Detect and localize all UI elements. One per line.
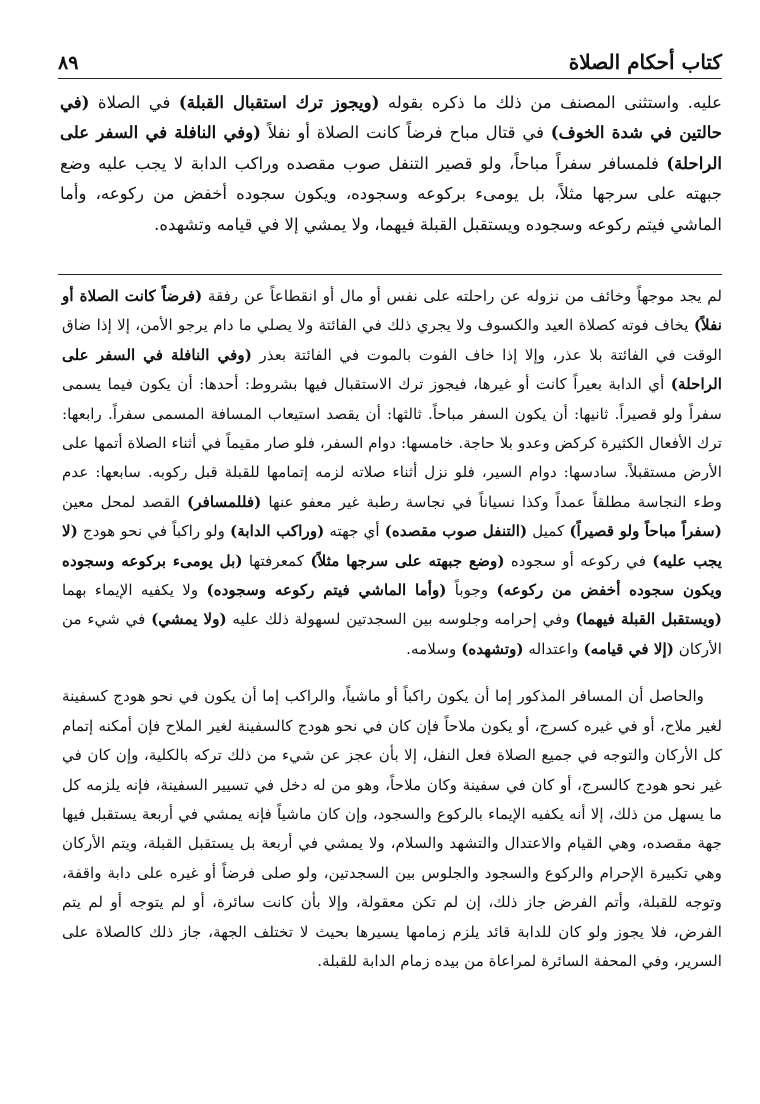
running-title: كتاب أحكام الصلاة: [568, 50, 722, 74]
commentary-paragraph-2: والحاصل أن المسافر المذكور إما أن يكون راكباً أو ماشياً، والراكب إما أن يكون في نحو هودج كسفينة لغير ملاح، أو في غيره كسرج، أو يكون ملاحاً فإن كان في نحو هودج كالسفينة لغير الملاح فإن أمكنه إتمام كل الأركان والتوجه في جميع الصلاة فعل النفل، إلا بأن عجز عن شيء من ذلك تركه بالكلية، وإن كان في غير نحو هودج كالسرج، أو كان في سفينة وكان ملاحاً، وهو من له دخل في تسيير السفينة، فإنه يلزمه كل ما يسهل من ذلك، إلا أنه يكفيه الإيماء بالركوع والسجود، وإن كان ماشياً فإنه يمشي في أربعة يستقبل فيها جهة مقصده، وهي القيام والاعتدال والتشهد والسلام، ولا يمشي في أربعة بل يستقبل القبلة، ويتم الأركان وهي تكبيرة الإحرام والركوع والسجود والجلوس بين السجدتين، ولو صلى فرضاً أو غيره على دابة واقفة، وتوجه للقبلة، وأتم الفرض جاز ذلك، إن لم تكن معقولة، وإلا بأن كانت سائرة، أو لم يتوجه أو لم يتم الفرض، فلا يجوز ولو كان للدابة قائد يلزم زمامها يسيرها بحيث لا تختلف الجهة، جاز ذلك كالصلاة على السرير، وفي المحفة السائرة لمراعاة من بيده زمام الدابة للقبلة.: [62, 687, 722, 970]
commentary: [62, 282, 722, 976]
page-header: [58, 40, 722, 79]
footnote-divider: [58, 274, 722, 275]
main-text: عليه. واستثنى المصنف من ذلك ما ذكره بقوله (ويجوز ترك استقبال القبلة) في الصلاة (في حالتين في شدة الخوف) في قتال مباح فرضاً كانت الصلاة أو نفلاً (وفي النافلة في السفر على الراحلة) فلمسافر سفراً مباحاً، ولو قصير التنفل صوب مقصده وراكب الدابة لا يجب عليه وضع جبهته على سرجها مثلاً، بل يومىء بركوعه وسجوده، ويكون سجوده أخفض من ركوعه، وأما الماشي فيتم ركوعه وسجوده ويستقبل القبلة فيهما، ولا يمشي إلا في قيامه وتشهده.: [60, 93, 722, 234]
page-number: ٨٩: [58, 52, 79, 74]
commentary-paragraph-1: لم يجد موجهاً وخائف من نزوله عن راحلته على نفس أو مال أو انقطاعاً عن رفقة (فرضاً كانت الصلاة أو نفلاً) يخاف فوته كصلاة العيد والكسوف ولا يجري ذلك في الفائتة ولا يصلي ما دام يرجو الأمن، إلا إذا ضاق الوقت في الفائتة بلا عذر، وإلا إذا خاف الفوت بالموت في الفائتة بعذر (وفي النافلة في السفر على الراحلة) أي الدابة بعيراً كانت أو غيرها، فيجوز ترك الاستقبال فيها بشروط: أحدها: أن يكون فيما يسمى سفراً ولو قصيراً. ثانيها: أن يكون السفر مباحاً. ثالثها: أن يقصد استيعاب المسافة المسمى سفراً. رابعها: ترك الأفعال الكثيرة كركض وعدو بلا حاجة. خامسها: دوام السفر، فلو صار مقيماً في أثناء الصلاة أتمها على الأرض مستقبلاً. سادسها: دوام السير، فلو نزل أثناء صلاته لزمه إتمامها للقبلة قبل ركوبه. سابعها: عدم وطء النجاسة مطلقاً عمداً وكذا نسياناً في نجاسة رطبة غير معفو عنها (فللمسافر) القصد لمحل معين (سفراً مباحاً ولو قصيراً) كميل (التنفل صوب مقصده) أي جهته (وراكب الدابة) ولو راكباً في نحو هودج (لا يجب عليه) في ركوعه أو سجوده (وضع جبهته على سرجها مثلاً) كمعرفتها (بل يومىء بركوعه وسجوده ويكون سجوده أخفض من ركوعه) وجوباً (وأما الماشي فيتم ركوعه وسجوده) ولا يكفيه الإيماء بهما (ويستقبل القبلة فيهما) وفي إحرامه وجلوسه بين السجدتين لسهولة ذلك عليه (ولا يمشي) في شيء من الأركان (إلا في قيامه) واعتداله (وتشهده) وسلامه.: [62, 287, 723, 658]
